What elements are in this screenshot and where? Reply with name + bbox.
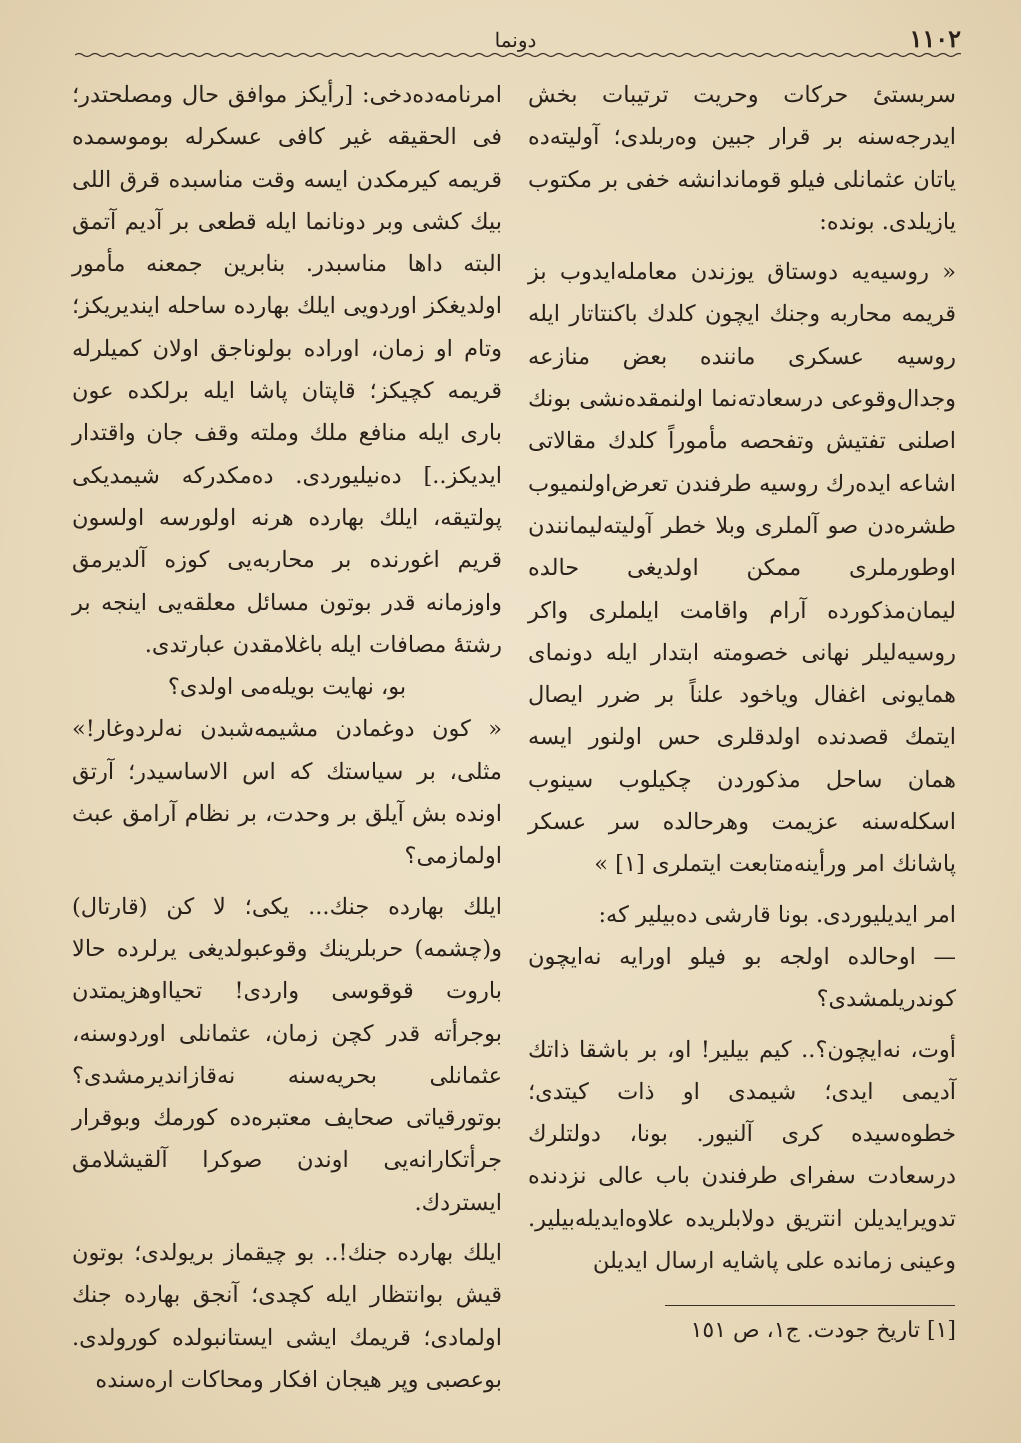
left-column	[72, 74, 502, 1401]
page-header	[70, 18, 961, 54]
right-column	[528, 74, 956, 1282]
header-wavy-rule	[75, 52, 961, 58]
paragraph: أوت، نه‌ایچون؟.. کیم بیلیر! او، بر باشقا ذاتك آدیمی ایدی؛ شیمدی او ذات کیتدی؛ خطوه‌سیده کری آلنیور. بونا، دولتلرك درسعادت سفرای طرفندن باب عالی نزدنده تدویرایدیلن انتریق دولابلریده علاوه‌ایدیله‌بیلیر. وعینی زمانده علی پاشایه ارسال ایدیلن	[528, 1036, 956, 1275]
paragraph: امرنامه‌ده‌دخی: [رأیکز موافق حال ومصلحتدر؛ فی الحقیقه غیر کافی عسکرله بوموسمده قریمه کیرمکدن ایسه وقت مناسبده قرق اللی بیك کشی وبر دونانما ایله قطعی بر آدیم آتمق البته داها مناسبدر. بنابرین جمعنه مأمور اولدیغکز اوردویی ایلك بهارده ساحله ایندیریکز؛ وتام او زمان، اوراده بولوناجق اولان کمیلرله قریمه کچیکز؛ قاپتان پاشا ایله برلکده عون باری ایله منافع ملك وملته وقف جان واقتدار ایدیکز..] ده‌نیلیوردی. ده‌مکدرکه شیمدیکی پولتیقه، ایلك بهارده هرنه اولورسه اولسون قریم اغورنده بر محاربه‌یی کوزه آلدیرمق واوزمانه قدر بوتون مسائل معلقه‌یی اینجه بر رشتهٔ مصافات ایله باغلامقدن عبارتدی.	[72, 82, 502, 658]
footnote-rule	[665, 1305, 955, 1306]
paragraph: « کون دوغمادن مشیمه‌شبدن نه‌لردوغار!» مثلی، بر سیاستك که اس الاساسیدر؛ آرتق اونده بش آیلق بر وحدت، بر نظام آرامق عبث اولمازمی؟	[72, 716, 502, 870]
paragraph-quote: « روسیه‌یه دوستاق یوزندن معامله‌ایدوب بز قریمه محاربه وجنك ایچون کلدك باکنتاتار ایله روسیه عسکری ماننده بعض منازعه وجدال‌وقوعی درسعادته‌نما اولنمقده‌نشی بونك اصلنی تفتیش وتفحصه مأموراً کلدك مقالاتی اشاعه ایده‌رك روسیه طرفندن تعرض‌اولنمیوب طشره‌دن صو آلملری وبلا خطر آولیته‌لیمانندن اوطورملری ممکن اولدیغی حالده لیمان‌مذکورده آرام واقامت ایلملری واکر روسیه‌لیلر نهانی خصومته ابتدار ایله دونمای همایونی اغفال ویاخود علناً بر ضرر ایصال ایتمك قصدنده اولدقلری حس اولنور ایسه همان ساحل مذکوردن چکیلوب سینوب اسکله‌سنه عزیمت وهرحالده سر عسکر پاشانك امر ورأینه‌متابعت ایتملری [١] »	[528, 259, 956, 878]
paragraph: امر ایدیلیوردی. بونا قارشی ده‌بیلیر که:	[598, 901, 956, 928]
running-title: دونما	[494, 28, 537, 52]
page-number: ١١٠٢	[909, 24, 961, 53]
paragraph-question: بو، نهایت بویله‌می اولدی؟	[167, 674, 407, 701]
paragraph: ایلك بهارده جنك... یکی؛ لا کن (قارتال) و(چشمه) حربلرینك وقوعبولدیغی یرلرده حالا باروت قوقوسی واردی! تحیااوهزیمتدن بوجرأته قدر کچن زمان، عثمانلی اوردوسنه، عثمانلی بحریه‌سنه نه‌قازاندیرمشدی؟ بوتورقیاتی صحایف معتبره‌ده کورمك وبوقرار جرأتکارانه‌یی اوندن صوکرا آلقیشلامق ایستردك.	[72, 893, 502, 1216]
paragraph: سربستیٔ حرکات وحریت ترتیبات بخش ایدرجه‌سنه بر قرار جبین وه‌ربلدی؛ آولیته‌ده یاتان عثمانلی فیلو قوماندانشه خفی بر مکتوب یازیلدی. بونده:	[528, 82, 956, 235]
paragraph-dialogue: — اوحالده اولجه بو فیلو اورایه نه‌ایچون کوندریلمشدی؟	[528, 943, 956, 1013]
paragraph: ایلك بهارده جنك!.. بو چیقماز بریولدی؛ بوتون قیش بوانتظار ایله کچدی؛ آنجق بهارده جنك اولمادی؛ قریمك ایشی ایستانبولده کورولدی. بوعصبی وپر هیجان افکار ومحاکات اره‌سنده	[72, 1240, 502, 1393]
footnote: [١] تاریخ جودت. ج١، ص ١٥١	[690, 1318, 956, 1343]
